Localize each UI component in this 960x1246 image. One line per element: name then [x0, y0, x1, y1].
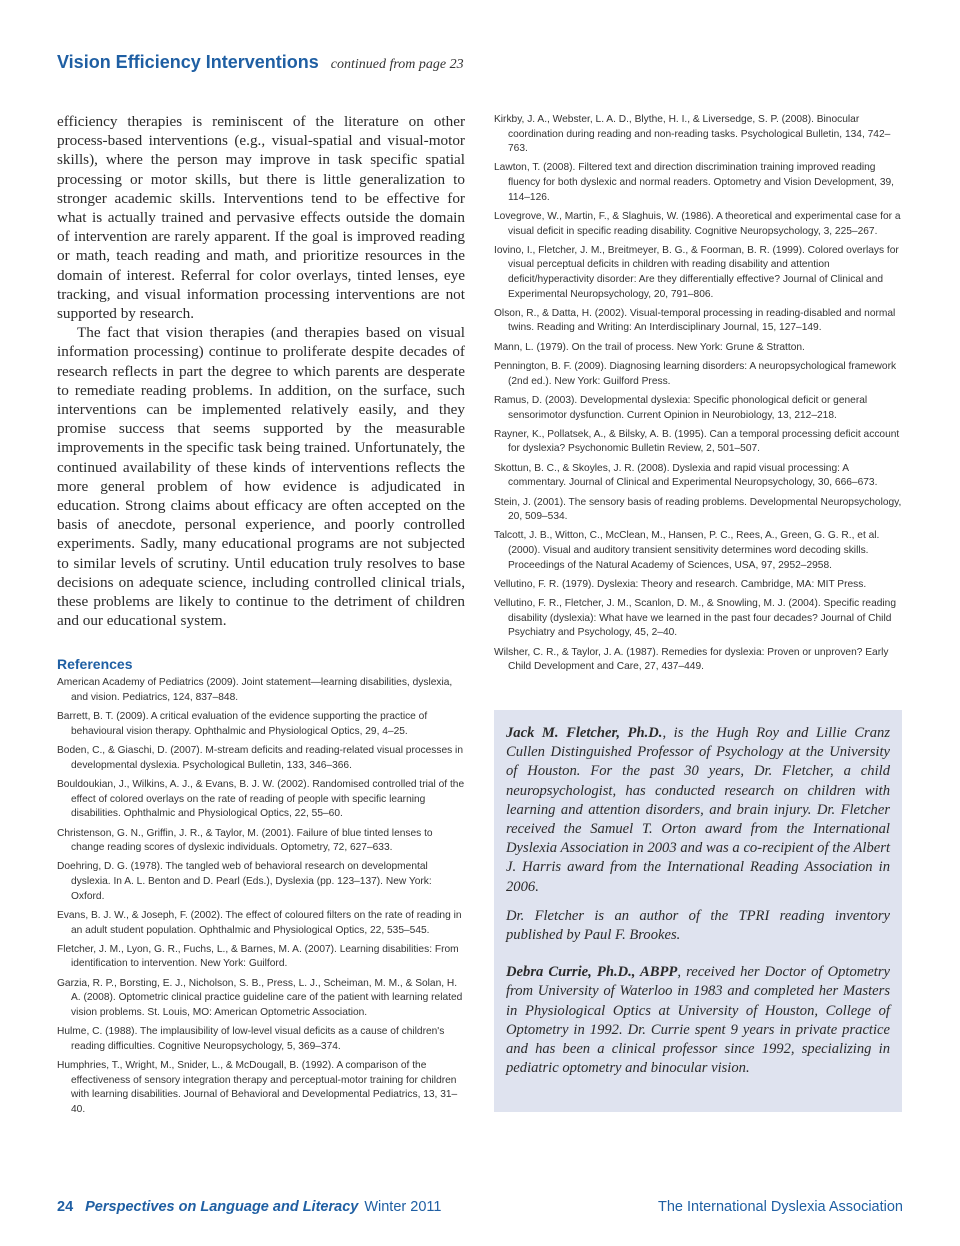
continued-note: continued from page 23: [330, 57, 464, 72]
page-footer: [57, 1199, 903, 1215]
reference-item: Hulme, C. (1988). The implausibility of low-level visual deficits as a cause of children's reading difficulties. Cognitive Neuropsychology, 5, 369–374.: [57, 1026, 445, 1052]
reference-item: Talcott, J. B., Witton, C., McClean, M., Hansen, P. C., Rees, A., Green, G. G. R., et al. (2000). Visual and auditory transient sensitivity determines word decoding skills. Proceedings of the Natural Academy of Sciences, USA, 97, 2952–2958.: [494, 530, 880, 571]
body-paragraph-2: The fact that vision therapies (and therapies based on visual information processing) continue to proliferate despite decades of research reflects in part the degree to which parents are desperate to remediate reading problems. In addition, on the surface, such interventions can be implemented relatively easily, and they promise success that seems supported by the measurable improvements in the specific task being trained. Unfortunately, the continued availability of these kinds of interventions reflects the more general problem of how evidence is adjudicated in education. Strong claims about efficacy are often accepted on the basis of anecdote, personal experience, and poorly controlled experiments. Sadly, many educational programs are not subjected to similar levels of scrutiny. Until education truly resolves to base decisions on adequate science, including controlled clinical trials, these problems are likely to continue to the detriment of children and our educational system.: [57, 324, 465, 630]
reference-item: Mann, L. (1979). On the trail of process. New York: Grune & Stratton.: [494, 341, 805, 353]
author-bio-box: [494, 710, 902, 1112]
reference-item: Humphries, T., Wright, M., Snider, L., & McDougall, B. (1992). A comparison of the effectiveness of sensory integration therapy and perceptual-motor training for children with learning disabilities. Journal of Behavioral and Developmental Pediatrics, 13, 31–40.: [57, 1060, 458, 1115]
reference-item: Pennington, B. F. (2009). Diagnosing learning disorders: A neuropsychological framework (2nd ed.). New York: Guilford Press.: [494, 361, 897, 387]
bio-currie: [506, 963, 890, 1078]
reference-item: Kirkby, J. A., Webster, L. A. D., Blythe, H. I., & Liversedge, S. P. (2008). Binocular coordination during reading and non-reading tasks. Psychological Bulletin, 134, 742–763.: [494, 114, 891, 155]
references-list-left: [57, 676, 465, 1117]
right-column: [494, 113, 906, 680]
references-list-right: [494, 113, 906, 675]
reference-item: Garzia, R. P., Borsting, E. J., Nicholson, S. B., Press, L. J., Scheiman, M. M., & Solan, H. A. (2008). Optometric clinical practice guideline care of the patient with learning related vision problems. St. Louis, MO: American Optometric Association.: [57, 977, 463, 1018]
body-paragraph-1: efficiency therapies is reminiscent of the literature on other process-based interventions (e.g., visual-spatial and visual-motor skills), where the person may improve in task specific spatial processing or motor skills, but there is little generalization to stronger academic skills. Interventions tend to be effective for what is actually trained and pervasive effects outside the domain of intervention are rarely apparent. If the goal is improved reading or math, teach reading and math, and prioritize resources in the domain of interest. Referral for color overlays, tinted lenses, eye tracking, and visual information processing interventions are not supported by research.: [57, 113, 465, 323]
organization-name: The International Dyslexia Association: [657, 1199, 903, 1215]
reference-item: Ramus, D. (2003). Developmental dyslexia: Specific phonological deficit or general sensorimotor dysfunction. Current Opinion in Neurobiology, 13, 212–218.: [494, 394, 868, 421]
page-number: 24: [57, 1199, 74, 1215]
reference-item: Doehring, D. G. (1978). The tangled web of behavioral research on developmental dyslexia. In A. L. Benton and D. Pearl (Eds.), Dyslexia (pp. 123–137). New York: Oxford.: [57, 861, 432, 902]
reference-item: American Academy of Pediatrics (2009). Joint statement—learning disabilities, dyslexia, and vision. Pediatrics, 124, 837–848.: [57, 677, 453, 704]
reference-item: Olson, R., & Datta, H. (2002). Visual-temporal processing in reading-disabled and normal twins. Reading and Writing: An Interdisciplinary Journal, 15, 127–149.: [494, 307, 896, 334]
reference-item: Lovegrove, W., Martin, F., & Slaghuis, W. (1986). A theoretical and experimental case for a visual deficit in specific reading disability. Cognitive Neuropsychology, 3, 225–267.: [494, 210, 901, 237]
issue-season: Winter 2011: [364, 1199, 442, 1215]
reference-item: Lawton, T. (2008). Filtered text and direction discrimination training improved reading fluency for both dyslexic and normal readers. Optometry and Vision Development, 39, 114–126.: [494, 162, 895, 203]
reference-item: Boden, C., & Giaschi, D. (2007). M-stream deficits and reading-related visual processes in developmental dyslexia. Psychological Bulletin, 133, 346–366.: [57, 745, 463, 771]
reference-item: Skottun, B. C., & Skoyles, J. R. (2008). Dyslexia and rapid visual processing: A commentary. Journal of Clinical and Experimental Neuropsychology, 30, 666–673.: [494, 462, 878, 489]
reference-item: Vellutino, F. R., Fletcher, J. M., Scanlon, D. M., & Snowling, M. J. (2004). Specific reading disability (dyslexia): What have we learned in the past four decades? Journal of Child Psychiatry and Psychology, 45, 2–40.: [494, 598, 897, 639]
reference-item: Wilsher, C. R., & Taylor, J. A. (1987). Remedies for dyslexia: Proven or unproven? Early Child Development and Care, 27, 437–449.: [494, 646, 889, 673]
reference-item: Rayner, K., Pollatsek, A., & Bilsky, A. B. (1995). Can a temporal processing deficit account for dyslexia? Psychonomic Bulletin Review, 2, 501–507.: [494, 428, 900, 455]
reference-item: Stein, J. (2001). The sensory basis of reading problems. Developmental Neuropsychology, 20, 509–534.: [494, 496, 902, 523]
references-heading: References: [57, 656, 133, 673]
page-header: [57, 52, 464, 73]
left-column: [57, 112, 465, 1122]
bio-currie-name: Debra Currie, Ph.D., ABPP: [506, 964, 678, 981]
journal-name: Perspectives on Language and Literacy: [85, 1199, 359, 1215]
reference-item: Barrett, B. T. (2009). A critical evaluation of the evidence supporting the practice of behavioural vision therapy. Ophthalmic and Physiological Optics, 29, 4–25.: [57, 711, 428, 737]
bio-fletcher-name: Jack M. Fletcher, Ph.D.: [506, 725, 663, 741]
reference-item: Fletcher, J. M., Lyon, G. R., Fuchs, L., & Barnes, M. A. (2007). Learning disabilities: From identification to intervention. New York: Guilford.: [57, 943, 459, 970]
bio-fletcher-author-note: Dr. Fletcher is an author of the TPRI reading inventory published by Paul F. Brookes.: [506, 907, 890, 944]
bio-currie-text: , received her Doctor of Optometry from University of Waterloo in 1983 and completed her Masters in Physiological Optics at University of Houston, College of Optometry in 1992. Dr. Currie spent 9 years in private practice and has been a clinical professor since 1992, specializing in pediatric optometry and binocular vision.: [506, 964, 890, 1077]
reference-item: Evans, B. J. W., & Joseph, F. (2002). The effect of coloured filters on the rate of reading in an adult student population. Ophthalmic and Physiological Optics, 22, 535–545.: [57, 909, 462, 936]
reference-item: Bouldoukian, J., Wilkins, A. J., & Evans, B. J. W. (2002). Randomised controlled trial of the effect of colored overlays on the rate of reading of people with specific learning disabilities. Ophthalmic and Physiological Optics, 22, 55–60.: [57, 779, 465, 820]
reference-item: Vellutino, F. R. (1979). Dyslexia: Theory and research. Cambridge, MA: MIT Press.: [494, 578, 867, 590]
reference-item: Christenson, G. N., Griffin, J. R., & Taylor, M. (2001). Failure of blue tinted lenses to change reading scores of dyslexic individuals. Optometry, 72, 627–633.: [57, 827, 433, 854]
bio-fletcher-text: , is the Hugh Roy and Lillie Cranz Cullen Distinguished Professor of Psychology at the University of Houston. For the past 30 years, Dr. Fletcher, a child neuropsychologist, has conducted research on children with learning and attention disorders, and brain injury. Dr. Fletcher received the Samuel T. Orton award from the International Dyslexia Association in 2003 and was a co-recipient of the Albert J. Harris award from the International Reading Association in 2006.: [506, 725, 891, 895]
reference-item: Iovino, I., Fletcher, J. M., Breitmeyer, B. G., & Foorman, B. R. (1999). Colored overlays for visual perceptual deficits in children with reading disability and attention deficit/hyperactivity disorder: Are they differentially effective? Journal of Clinical and Experimental Neuropsychology, 20, 791–806.: [494, 244, 899, 300]
article-title: Vision Efficiency Interventions: [57, 52, 319, 72]
bio-fletcher: [506, 724, 890, 897]
